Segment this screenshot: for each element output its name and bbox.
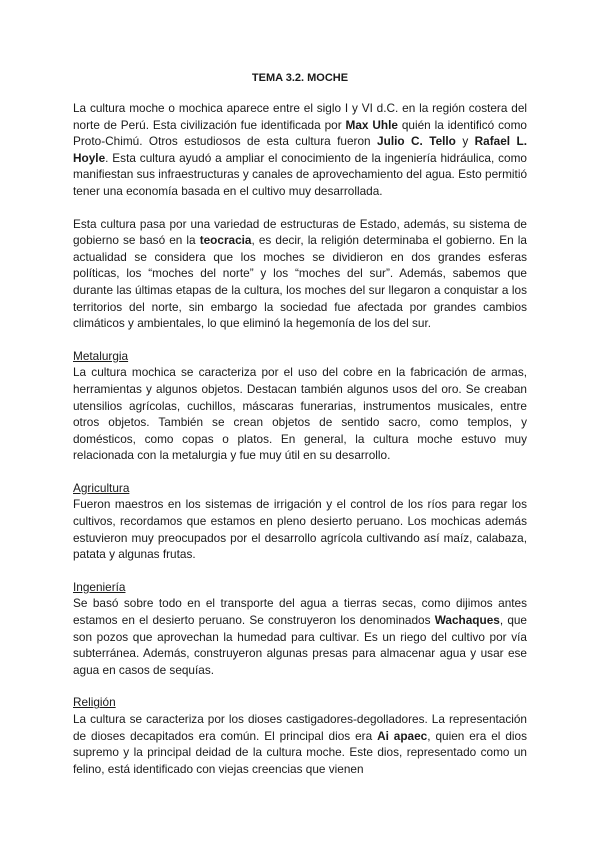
ingenieria-paragraph — [73, 595, 527, 678]
intro-text-3: y — [455, 134, 475, 149]
metalurgia-heading: Metalurgia — [73, 348, 129, 363]
document-page — [73, 0, 527, 777]
ingenieria-text-1: Se basó sobre todo en el transporte del agua a tierras secas, como dijimos antes estamos en el desierto peruano. Se construyeron los denominados — [73, 596, 527, 628]
intro-text-2: quién la identificó como Proto-Chimú. Otros estudiosos de esta cultura fueron — [73, 117, 527, 149]
estado-paragraph — [73, 216, 527, 332]
page-title: TEMA 3.2. MOCHE — [251, 72, 349, 84]
intro-paragraph — [73, 100, 527, 200]
intro-bold-rafael-hoyle: Rafael L. Hoyle — [73, 134, 527, 165]
metalurgia-paragraph: La cultura mochica se caracteriza por el uso del cobre en la fabricación de armas, herramientas y algunos objetos. Destacan también algunos usos del oro. Se creaban utensilios agrícolas, cuchillos, máscaras funerarias, instrumentos musicales, entre otros objetos. También se crean objetos de sentido sacro, como templos, y domésticos, como copas o platos. En general, la cultura moche estuvo muy relacionada con la metalurgia y fue muy útil en su desarrollo. — [73, 365, 527, 463]
intro-text-1: La cultura moche o mochica aparece entre el siglo I y VI d.C. en la región costera del norte de Perú. Esta civilización fue identificada por — [73, 101, 527, 132]
intro-bold-julio-tello: Julio C. Tello — [377, 134, 456, 149]
religion-bold-ai-apaec: Ai apaec — [377, 728, 428, 743]
estado-text-2: , es decir, la religión determinaba el gobierno. En la actualidad se considera que los moches se dividieron en dos grandes esferas políticas, los “moches del norte” y los “moches del sur”. Además, sabemos que durante las últimas etapas de la cultura, los moches del sur llegaron a conquistar a los territorios del norte, sin embargo la sociedad fue afectada por grandes cambios climáticos y ambientales, lo que eliminó la hegemonía de los del sur. — [73, 233, 527, 331]
religion-text-1: La cultura se caracteriza por los dioses castigadores-degolladores. La representación de dioses decapitados era común. El principal dios era — [73, 712, 527, 743]
religion-paragraph — [73, 711, 527, 777]
ingenieria-heading: Ingeniería — [73, 579, 126, 594]
ingenieria-bold-wachaques: Wachaques — [434, 613, 500, 628]
agricultura-paragraph: Fueron maestros en los sistemas de irrigación y el control de los ríos para regar los cultivos, recordamos que estamos en pleno desierto peruano. Los mochicas además estuvieron muy preocupados por el desarrollo agrícola cultivando así maíz, calabaza, patata y algunas frutas. — [73, 497, 527, 562]
religion-heading: Religión — [73, 695, 116, 710]
intro-bold-max-uhle: Max Uhle — [345, 117, 398, 132]
intro-text-4: . Esta cultura ayudó a ampliar el conocimiento de la ingeniería hidráulica, como manifiestan sus infraestructuras y canales de aprovechamiento del agua. Esto permitió tener una economía basada en el cultivo muy desarrollada. — [73, 150, 527, 198]
estado-text-1: Esta cultura pasa por una variedad de estructuras de Estado, además, su sistema de gobierno se basó en la — [73, 216, 527, 248]
ingenieria-text-2: , que son pozos que aprovechan la humedad para cultivar. Es un riego del cultivo por vía subterránea. Además, construyeron algunas presas para almacenar agua y usar ese agua en casos de sequías. — [73, 613, 527, 677]
religion-text-2: , quien era el dios supremo y la principal deidad de la cultura moche. Este dios, representado como un felino, está identificado con viejas creencias que vienen — [73, 728, 527, 776]
estado-bold-teocracia: teocracia — [199, 233, 252, 248]
agricultura-heading: Agricultura — [73, 480, 130, 495]
